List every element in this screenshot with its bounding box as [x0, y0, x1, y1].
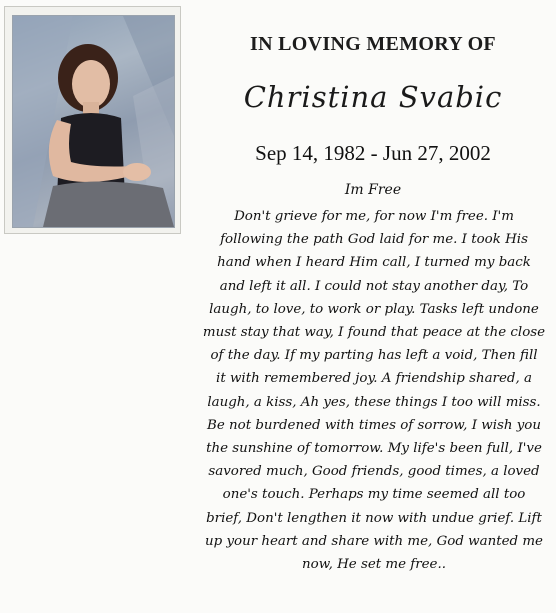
poem-line: now, He set me free..: [302, 557, 446, 573]
poem-line: up your heart and share with me, God wanted me: [205, 533, 543, 549]
poem-line: of the day. If my parting has left a void, Then fill: [210, 348, 538, 364]
poem-line: must stay that way, I found that peace at the close: [202, 325, 546, 341]
poem-line: laugh, to love, to work or play. Tasks left undone: [209, 301, 539, 317]
poem-line: savored much, Good friends, good times, a loved: [208, 464, 540, 480]
poem-title: Im Free: [344, 182, 402, 198]
poem-line: Be not burdened with times of sorrow, I wish you: [207, 417, 541, 433]
poem-line: Don't grieve for me, for now I'm free. I'm: [234, 209, 514, 224]
poem-body: [196, 205, 552, 576]
poem-line: the sunshine of tomorrow. My life's been full, I've: [206, 441, 542, 457]
poem-line: one's touch. Perhaps my time seemed all too: [222, 487, 526, 503]
poem-line: laugh, a kiss, Ah yes, these things I too will miss.: [207, 394, 541, 410]
photo-frame: [4, 6, 181, 234]
life-dates: Sep 14, 1982 - Jun 27, 2002: [255, 141, 491, 165]
poem-line: it with remembered joy. A friendship shared, a: [216, 371, 532, 387]
poem-line: hand when I heard Him call, I turned my back: [217, 255, 531, 271]
poem-line: and left it all. I could not stay another day, To: [219, 278, 529, 294]
memorial-heading: IN LOVING MEMORY OF: [250, 33, 496, 55]
portrait-photo: [12, 15, 175, 228]
poem-line: brief, Don't lengthen it now with undue grief. Lift: [206, 510, 542, 526]
poem-line: following the path God laid for me. I took His: [220, 232, 528, 248]
deceased-name: Christina Svabic: [243, 80, 503, 114]
